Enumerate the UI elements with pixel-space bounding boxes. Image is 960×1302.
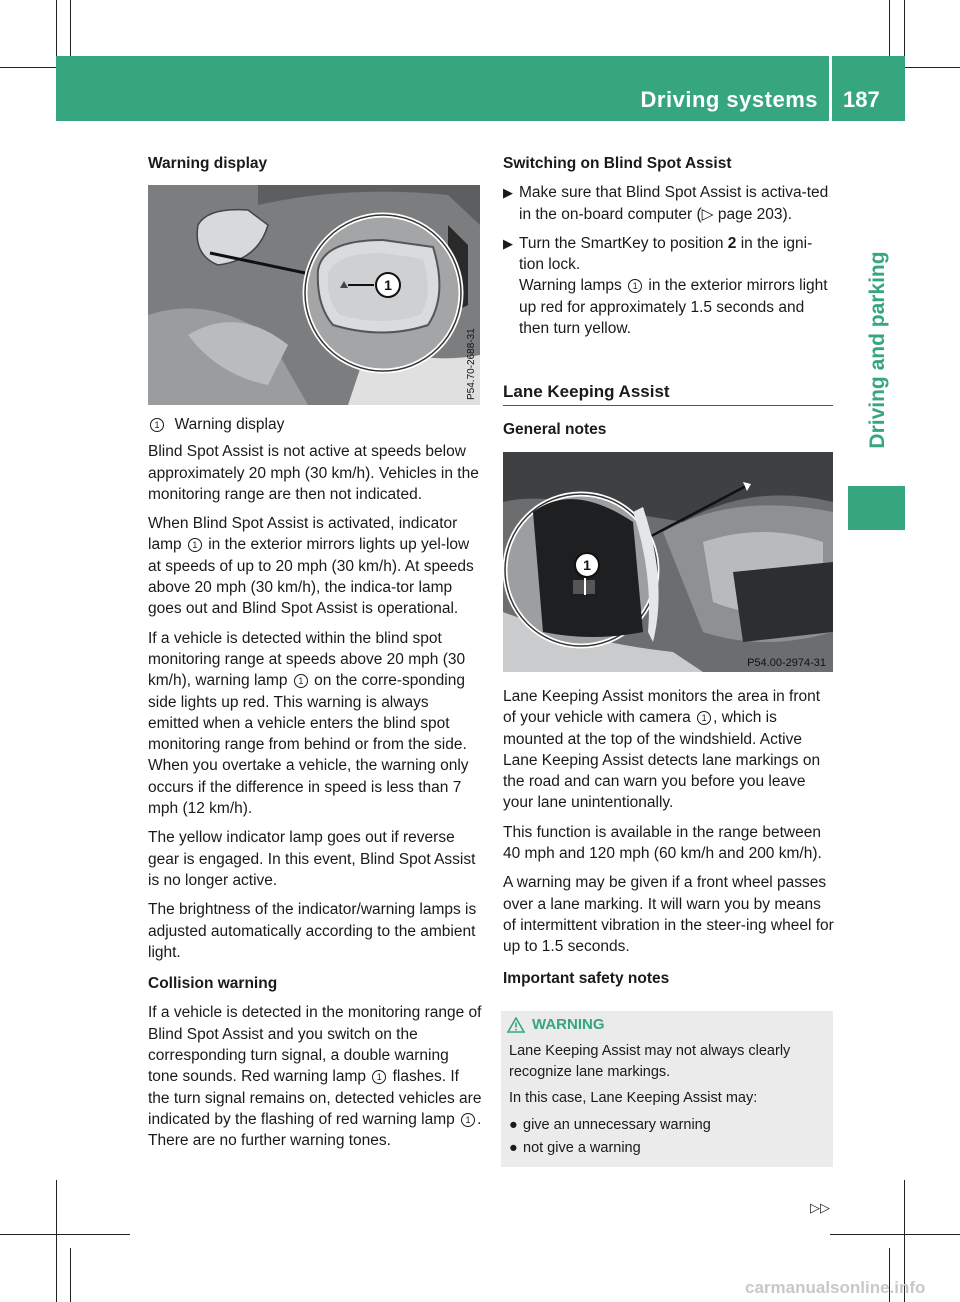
continue-arrow-icon: ▷▷ [810, 1200, 830, 1215]
paragraph-part: in the exterior mirrors lights up yel-low at speeds of up to 20 mph (30 km/h). At speeds above 20 mph (30 km/h), the indica-tor lamp goes out and Blind Spot Assist is operational. [148, 536, 474, 618]
side-tab-marker [848, 486, 905, 530]
heading-lane-keeping-assist: Lane Keeping Assist [503, 382, 670, 401]
bullet-text: not give a warning [523, 1140, 641, 1156]
warning-title: WARNING [532, 1016, 605, 1033]
callout-1-icon: 1 [372, 1070, 386, 1084]
paragraph-part: . There are no further warning tones. [148, 1110, 482, 1150]
crop-mark [889, 0, 890, 56]
side-tab-label: Driving and parking [866, 251, 889, 449]
bullet-text: give an unnecessary warning [523, 1116, 711, 1133]
heading-safety-notes: Important safety notes [503, 969, 670, 987]
right-column-body [503, 686, 835, 997]
image2-callout: 1 [583, 557, 591, 573]
callout-1-icon: 1 [697, 711, 711, 725]
header-separator [829, 56, 832, 121]
paragraph [503, 686, 835, 814]
caption [148, 414, 482, 435]
paragraph [148, 513, 482, 619]
position-number: 2 [727, 234, 737, 252]
image1-code: P54.70-2688-31 [466, 328, 477, 400]
image2-code: P54.00-2974-31 [747, 657, 826, 669]
instruction-step [503, 233, 833, 339]
page-number: 187 [843, 87, 880, 112]
right-column [503, 153, 833, 347]
instruction-step [503, 182, 833, 225]
callout-1-icon: 1 [150, 418, 164, 432]
paragraph [148, 628, 482, 820]
left-column [148, 153, 480, 182]
callout-1-icon: 1 [188, 538, 202, 552]
step-arrow-icon: ▶ [503, 185, 513, 201]
paragraph-part: When Blind Spot Assist is activated, indicator lamp [148, 515, 458, 554]
paragraph-part: If a vehicle is detected in the monitoring range of Blind Spot Assist and you switch on the corresponding turn signal, a double warning tone sounds. Red warning lamp [148, 1004, 482, 1086]
image1-callout: 1 [384, 277, 392, 293]
paragraph: A warning may be given if a front wheel passes over a lane marking. It will warn you by means of intermittent vibration in the steer-ing wheel for up to 1.5 seconds. [503, 874, 834, 956]
paragraph: The brightness of the indicator/warning lamps is adjusted automatically according to the ambient light. [148, 901, 477, 961]
section-rule [503, 405, 833, 406]
step-text: Make sure that Blind Spot Assist is activa-ted in the on-board computer (▷ page 203). [519, 184, 829, 223]
camera-image [503, 452, 833, 672]
crop-mark [56, 1180, 57, 1302]
paragraph-part: , which is mounted at the top of the windshield. Active Lane Keeping Assist detects lane markings on the road and can warn you before you leave your lane unintentionally. [503, 709, 821, 812]
side-tab-label-wrap [838, 251, 918, 449]
left-column-body [148, 414, 482, 1160]
warning-icon [507, 1017, 525, 1038]
mirror-warning-image [148, 185, 480, 405]
callout-1-icon: 1 [461, 1113, 475, 1127]
crop-mark [0, 1234, 130, 1235]
step-text: in the igni-tion lock. [519, 234, 813, 274]
section-title: Driving systems [640, 87, 818, 112]
crop-mark [830, 1234, 960, 1235]
crop-mark [70, 1248, 71, 1302]
bullet-icon: ● [509, 1116, 518, 1133]
step-arrow-icon: ▶ [503, 235, 513, 251]
paragraph-part: flashes. If the turn signal remains on, detected vehicles are indicated by the flashing of red warning lamp [148, 1068, 482, 1128]
paragraph-part: If a vehicle is detected within the blind spot monitoring range at speeds above 20 mph (30 km/h), warning lamp [148, 629, 466, 690]
paragraph [148, 1002, 482, 1151]
step-text: Turn the SmartKey to position [519, 234, 724, 252]
paragraph-part: Lane Keeping Assist monitors the area in front of your vehicle with camera [503, 688, 821, 727]
paragraph-part: on the corre-sponding side lights up red. This warning is always emitted when a vehicle enters the blind spot monitoring range from behind or from the side. When you overtake a vehicle, the warning only occurs if the difference in speed is less than 7 mph (12 km/h). [148, 672, 469, 818]
warning-paragraph: In this case, Lane Keeping Assist may: [509, 1090, 758, 1106]
step-text: Warning lamps [519, 277, 622, 295]
mirror-illustration [148, 185, 480, 405]
warning-paragraph: Lane Keeping Assist may not always clearly recognize lane markings. [509, 1043, 791, 1080]
warning-body [509, 1041, 827, 1162]
callout-1-icon: 1 [628, 279, 642, 293]
caption-text: Warning display [174, 416, 285, 433]
camera-illustration [503, 452, 833, 672]
watermark: carmanualsonline.info [745, 1278, 926, 1297]
heading-warning-display: Warning display [148, 155, 268, 172]
heading-general-notes: General notes [503, 421, 607, 438]
bullet-icon: ● [509, 1140, 518, 1156]
warning-bullet [509, 1138, 827, 1159]
paragraph: The yellow indicator lamp goes out if reverse gear is engaged. In this event, Blind Spot Assist is no longer active. [148, 829, 476, 889]
crop-mark [70, 0, 71, 56]
heading-switching-on: Switching on Blind Spot Assist [503, 155, 732, 172]
heading-collision-warning: Collision warning [148, 975, 278, 993]
paragraph: This function is available in the range between 40 mph and 120 mph (60 km/h and 200 km/h). [503, 823, 822, 863]
paragraph: Blind Spot Assist is not active at speeds below approximately 20 mph (30 km/h). Vehicles in the monitoring range are then not indicated. [148, 443, 479, 503]
warning-bullet [509, 1115, 827, 1136]
step-text: in the exterior mirrors light up red for approximately 1.5 seconds and then turn yellow. [519, 277, 828, 338]
callout-1-icon: 1 [294, 674, 308, 688]
warning-box [501, 1011, 833, 1167]
